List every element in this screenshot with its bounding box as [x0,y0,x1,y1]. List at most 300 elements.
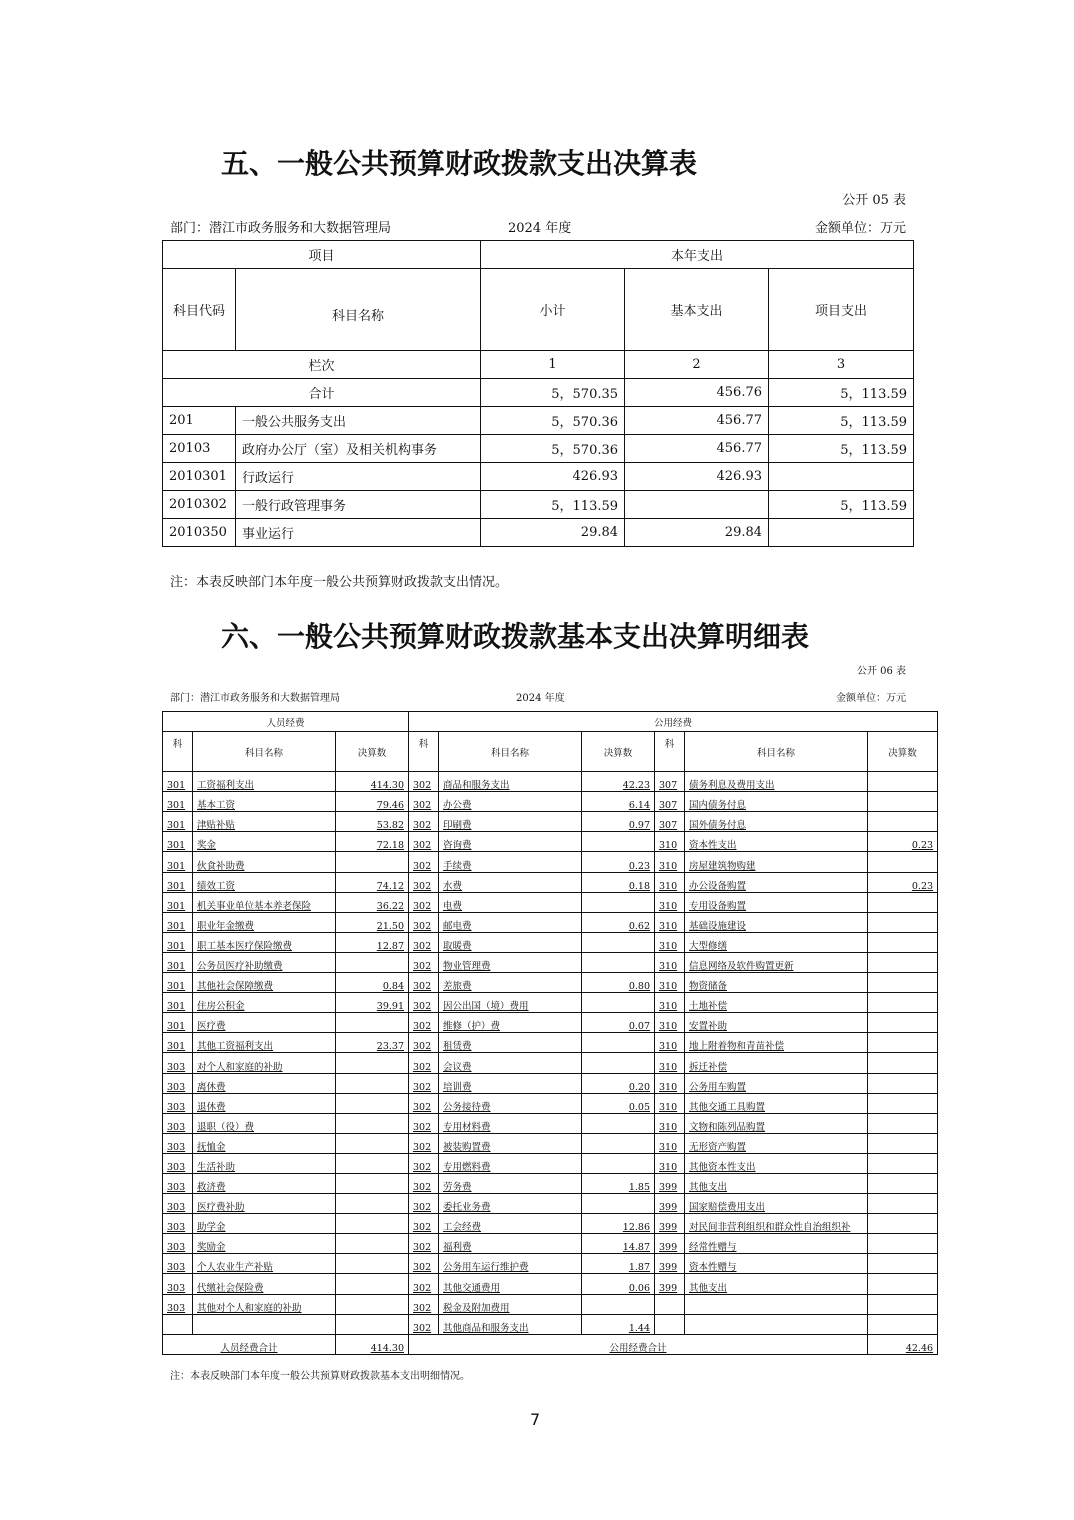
cell-amount [336,1254,409,1274]
cell-name: 委托业务费 [439,1194,582,1214]
cell-name: 抚恤金 [193,1133,336,1153]
cell-code: 301 [163,973,193,993]
cell-amount [868,932,938,952]
cell-name: 其他支出 [685,1274,868,1294]
cell-amount: 1.85 [582,1173,655,1193]
table-row [163,1214,938,1234]
cell-code: 302 [409,852,439,872]
cell-code: 310 [655,932,685,952]
cell-name: 机关事业单位基本养老保险 [193,892,336,912]
header-project: 项目支出 [769,269,914,351]
cell-name: 专用燃料费 [439,1153,582,1173]
cell-name: 印刷费 [439,812,582,832]
cell-amount [582,952,655,972]
cell-code: 301 [163,1033,193,1053]
cell-name [685,1314,868,1334]
cell-amount [582,1133,655,1153]
cell-name: 职业年金缴费 [193,912,336,932]
cell-code: 302 [409,792,439,812]
cell-code: 399 [655,1194,685,1214]
cell-amount: 0.80 [582,973,655,993]
cell-amount: 1.44 [582,1314,655,1334]
cell-code: 310 [655,852,685,872]
table-row [163,912,938,932]
cell-name: 手续费 [439,852,582,872]
table-row [163,407,914,435]
cell-amount [582,932,655,952]
cell-code: 310 [655,872,685,892]
cell-code: 301 [163,932,193,952]
cell-code: 310 [655,952,685,972]
cell-name: 伙食补助费 [193,852,336,872]
cell-name: 退职（役）费 [193,1113,336,1133]
header-ke: 科 [655,732,685,772]
row-name: 政府办公厅（室）及相关机构事务 [236,435,481,463]
row-project: 5，113.59 [769,491,914,519]
public-total: 42.46 [868,1334,938,1354]
cell-amount: 12.87 [336,932,409,952]
cell-code: 307 [655,772,685,792]
cell-code: 303 [163,1073,193,1093]
cell-code: 310 [655,1053,685,1073]
cell-code: 302 [409,872,439,892]
cell-amount: 23.37 [336,1033,409,1053]
cell-code: 302 [409,1274,439,1294]
row-subtotal: 5，113.59 [481,491,625,519]
cell-name: 其他支出 [685,1173,868,1193]
cell-amount [336,1113,409,1133]
cell-amount [868,892,938,912]
cell-amount [582,1053,655,1073]
cell-name: 经常性赠与 [685,1234,868,1254]
cell-code: 303 [163,1194,193,1214]
cell-amount [336,1073,409,1093]
cell-code: 399 [655,1234,685,1254]
table5-note: 注：本表反映部门本年度一般公共预算财政拨款支出情况。 [170,575,509,590]
table6-code: 公开 06 表 [856,666,906,677]
table-row [163,1093,938,1113]
header-amount: 决算数 [868,732,938,772]
header-public: 公用经费 [409,712,938,732]
cell-amount [868,1053,938,1073]
row-name: 一般公共服务支出 [236,407,481,435]
header-amount: 决算数 [336,732,409,772]
cell-code: 302 [409,1294,439,1314]
cell-name: 大型修缮 [685,932,868,952]
table-row [163,1153,938,1173]
table-row [163,772,938,792]
row-project [769,519,914,547]
cell-amount [868,973,938,993]
cell-code: 301 [163,812,193,832]
public-total-label: 公用经费合计 [409,1334,868,1354]
cell-code: 310 [655,1113,685,1133]
table5-title: 五、一般公共预算财政拨款支出决算表 [221,147,698,180]
cell-name: 租赁费 [439,1033,582,1053]
cell-code: 307 [655,812,685,832]
cell-code: 303 [163,1133,193,1153]
cell-name: 离休费 [193,1073,336,1093]
table-row [163,491,914,519]
header-personnel: 人员经费 [163,712,409,732]
cell-amount [868,1314,938,1334]
cell-name: 基本工资 [193,792,336,812]
cell-amount: 36.22 [336,892,409,912]
cell-amount [868,1013,938,1033]
table6-dept: 部门：潜江市政务服务和大数据管理局 [170,693,340,704]
cell-amount [868,1073,938,1093]
cell-amount: 1.87 [582,1254,655,1274]
cell-code: 310 [655,1133,685,1153]
cell-amount [336,1093,409,1113]
cell-name [193,1314,336,1334]
row-basic [625,491,769,519]
table5-dept: 部门：潜江市政务服务和大数据管理局 [170,221,392,236]
cell-name: 商品和服务支出 [439,772,582,792]
row-code: 201 [163,407,236,435]
cell-name: 其他商品和服务支出 [439,1314,582,1334]
cell-name: 办公设备购置 [685,872,868,892]
cell-amount: 0.62 [582,912,655,932]
cell-amount [336,1013,409,1033]
table-row [163,812,938,832]
table-row [163,1133,938,1153]
cell-name: 其他对个人和家庭的补助 [193,1294,336,1314]
cell-code: 302 [409,912,439,932]
row-code: 2010302 [163,491,236,519]
cell-amount: 12.86 [582,1214,655,1234]
table-row [163,1294,938,1314]
row-subtotal: 5，570.36 [481,435,625,463]
cell-code [655,1294,685,1314]
cell-amount: 6.14 [582,792,655,812]
cell-name: 取暖费 [439,932,582,952]
cell-amount [336,1314,409,1334]
cell-name: 职工基本医疗保险缴费 [193,932,336,952]
cell-code: 301 [163,912,193,932]
header-current: 本年支出 [481,241,914,269]
cell-name: 其他社会保障缴费 [193,973,336,993]
row-name: 事业运行 [236,519,481,547]
cell-name: 公务用车运行维护费 [439,1254,582,1274]
total-subtotal: 5，570.35 [481,379,625,407]
cell-code: 310 [655,1013,685,1033]
cell-code: 301 [163,792,193,812]
cell-name: 土地补偿 [685,993,868,1013]
header-subtotal: 小计 [481,269,625,351]
cell-amount [868,852,938,872]
table5 [162,240,914,547]
header-basic: 基本支出 [625,269,769,351]
cell-amount [582,1294,655,1314]
cell-name: 公务员医疗补助缴费 [193,952,336,972]
table-row [163,832,938,852]
cell-name: 医疗费 [193,1013,336,1033]
cell-name: 培训费 [439,1073,582,1093]
row-code: 20103 [163,435,236,463]
cell-code: 301 [163,772,193,792]
header-col: 栏次 [163,351,481,379]
cell-name: 其他资本性支出 [685,1153,868,1173]
table-row [163,1254,938,1274]
cell-amount [336,1133,409,1153]
table-row [163,1173,938,1193]
table5-code: 公开 05 表 [842,193,906,208]
cell-code: 302 [409,1194,439,1214]
cell-amount: 42.23 [582,772,655,792]
table6-year: 2024 年度 [516,693,565,704]
cell-code: 301 [163,993,193,1013]
cell-amount: 0.18 [582,872,655,892]
cell-amount [582,832,655,852]
cell-amount [868,1093,938,1113]
table-row [163,892,938,912]
table6 [162,711,938,1355]
cell-code: 399 [655,1274,685,1294]
cell-name: 福利费 [439,1234,582,1254]
cell-amount [336,952,409,972]
cell-code: 301 [163,952,193,972]
cell-code: 302 [409,1073,439,1093]
table-row [163,872,938,892]
cell-code: 310 [655,1073,685,1093]
cell-code: 303 [163,1214,193,1234]
cell-code: 302 [409,952,439,972]
table-row [163,1274,938,1294]
cell-amount: 79.46 [336,792,409,812]
cell-code [163,1314,193,1334]
cell-code: 303 [163,1294,193,1314]
table-row [163,952,938,972]
cell-amount [868,1274,938,1294]
cell-code: 301 [163,872,193,892]
cell-amount: 0.23 [868,832,938,852]
cell-amount [868,1113,938,1133]
header-name: 科目名称 [236,269,481,351]
total-label: 合计 [163,379,481,407]
table-row [163,435,914,463]
row-subtotal: 5，570.36 [481,407,625,435]
cell-code: 302 [409,1093,439,1113]
cell-amount: 0.97 [582,812,655,832]
cell-amount: 14.87 [582,1234,655,1254]
table6-body [163,772,938,1335]
row-project: 5，113.59 [769,407,914,435]
cell-code: 303 [163,1254,193,1274]
total-project: 5，113.59 [769,379,914,407]
cell-name: 工会经费 [439,1214,582,1234]
cell-code: 310 [655,832,685,852]
cell-code: 303 [163,1093,193,1113]
cell-code: 302 [409,1053,439,1073]
cell-name: 办公费 [439,792,582,812]
cell-code: 310 [655,1033,685,1053]
cell-code: 303 [163,1173,193,1193]
table-row [163,519,914,547]
header-name: 科目名称 [685,732,868,772]
cell-code: 302 [409,772,439,792]
cell-name: 劳务费 [439,1173,582,1193]
cell-amount: 0.20 [582,1073,655,1093]
cell-code [655,1314,685,1334]
table-row [163,792,938,812]
cell-amount: 0.05 [582,1093,655,1113]
row-basic: 29.84 [625,519,769,547]
cell-name: 电费 [439,892,582,912]
cell-name: 救济费 [193,1173,336,1193]
table6-note: 注：本表反映部门本年度一般公共预算财政拨款基本支出明细情况。 [170,1371,470,1382]
cell-amount: 0.23 [582,852,655,872]
cell-name: 会议费 [439,1053,582,1073]
table-row [163,1194,938,1214]
cell-name: 水费 [439,872,582,892]
header-ke: 科 [163,732,193,772]
cell-name: 物资储备 [685,973,868,993]
cell-code: 310 [655,993,685,1013]
cell-code: 399 [655,1173,685,1193]
cell-name: 公务接待费 [439,1093,582,1113]
header-ke: 科 [409,732,439,772]
header-name: 科目名称 [193,732,336,772]
cell-name: 信息网络及软件购置更新 [685,952,868,972]
cell-name: 生活补助 [193,1153,336,1173]
cell-code: 303 [163,1153,193,1173]
table5-unit: 金额单位：万元 [814,221,906,236]
cell-amount: 414.30 [336,772,409,792]
cell-amount [868,1033,938,1053]
cell-name: 被装购置费 [439,1133,582,1153]
cell-amount [868,812,938,832]
header-code: 科目代码 [163,269,236,351]
row-name: 一般行政管理事务 [236,491,481,519]
table6-unit: 金额单位：万元 [836,693,906,704]
total-basic: 456.76 [625,379,769,407]
col-3: 3 [769,351,914,379]
cell-code: 301 [163,832,193,852]
cell-name: 邮电费 [439,912,582,932]
table-row [163,1113,938,1133]
cell-name: 房屋建筑物购建 [685,852,868,872]
cell-amount [336,1053,409,1073]
cell-name: 退休费 [193,1093,336,1113]
cell-amount [868,1234,938,1254]
cell-amount [582,1033,655,1053]
cell-name: 奖励金 [193,1234,336,1254]
cell-name: 工资福利支出 [193,772,336,792]
cell-amount [868,1294,938,1314]
cell-code: 302 [409,1113,439,1133]
row-basic: 456.77 [625,435,769,463]
cell-amount: 0.23 [868,872,938,892]
page-number: 7 [530,1410,541,1429]
cell-code: 301 [163,852,193,872]
cell-amount: 39.91 [336,993,409,1013]
cell-amount [336,1173,409,1193]
table-row [163,1053,938,1073]
header-amount: 决算数 [582,732,655,772]
cell-name: 物业管理费 [439,952,582,972]
cell-name: 债务利息及费用支出 [685,772,868,792]
cell-name: 个人农业生产补贴 [193,1254,336,1274]
col-1: 1 [481,351,625,379]
cell-amount: 0.84 [336,973,409,993]
cell-name: 安置补助 [685,1013,868,1033]
cell-code: 302 [409,1133,439,1153]
cell-code: 301 [163,1013,193,1033]
row-subtotal: 426.93 [481,463,625,491]
cell-amount: 21.50 [336,912,409,932]
personnel-total: 414.30 [336,1334,409,1354]
cell-name: 税金及附加费用 [439,1294,582,1314]
cell-name: 专用设备购置 [685,892,868,912]
cell-amount [582,1113,655,1133]
cell-code: 302 [409,993,439,1013]
cell-code: 303 [163,1274,193,1294]
cell-code: 310 [655,973,685,993]
cell-code: 310 [655,1093,685,1113]
cell-amount [868,993,938,1013]
table5-year: 2024 年度 [508,221,572,236]
cell-code: 302 [409,973,439,993]
cell-name: 其他工资福利支出 [193,1033,336,1053]
table-row [163,1073,938,1093]
cell-code: 302 [409,1173,439,1193]
cell-name: 专用材料费 [439,1113,582,1133]
cell-code: 301 [163,892,193,912]
cell-amount [582,892,655,912]
cell-name: 无形资产购置 [685,1133,868,1153]
cell-name: 奖金 [193,832,336,852]
cell-code: 307 [655,792,685,812]
cell-name: 助学金 [193,1214,336,1234]
cell-amount [868,1254,938,1274]
cell-amount [336,1294,409,1314]
table-row [163,973,938,993]
header-item: 项目 [163,241,481,269]
cell-amount [336,1153,409,1173]
cell-name: 津贴补贴 [193,812,336,832]
cell-amount [868,1194,938,1214]
cell-amount [582,1153,655,1173]
cell-amount [868,792,938,812]
cell-amount [868,1173,938,1193]
cell-amount [582,1194,655,1214]
row-subtotal: 29.84 [481,519,625,547]
cell-amount [582,993,655,1013]
cell-amount [868,1153,938,1173]
cell-name: 医疗费补助 [193,1194,336,1214]
col-2: 2 [625,351,769,379]
cell-code: 399 [655,1214,685,1234]
cell-amount: 53.82 [336,812,409,832]
cell-name: 国内债务付息 [685,792,868,812]
cell-code: 302 [409,1254,439,1274]
cell-amount [868,952,938,972]
cell-code: 303 [163,1053,193,1073]
cell-amount [336,1234,409,1254]
cell-amount [336,1194,409,1214]
header-name: 科目名称 [439,732,582,772]
table6-title: 六、一般公共预算财政拨款基本支出决算明细表 [221,620,810,653]
personnel-total-label: 人员经费合计 [163,1334,336,1354]
cell-name: 资本性支出 [685,832,868,852]
cell-amount [868,1214,938,1234]
table-row [163,1033,938,1053]
row-name: 行政运行 [236,463,481,491]
cell-amount [336,1214,409,1234]
cell-name: 代缴社会保险费 [193,1274,336,1294]
cell-code: 310 [655,892,685,912]
